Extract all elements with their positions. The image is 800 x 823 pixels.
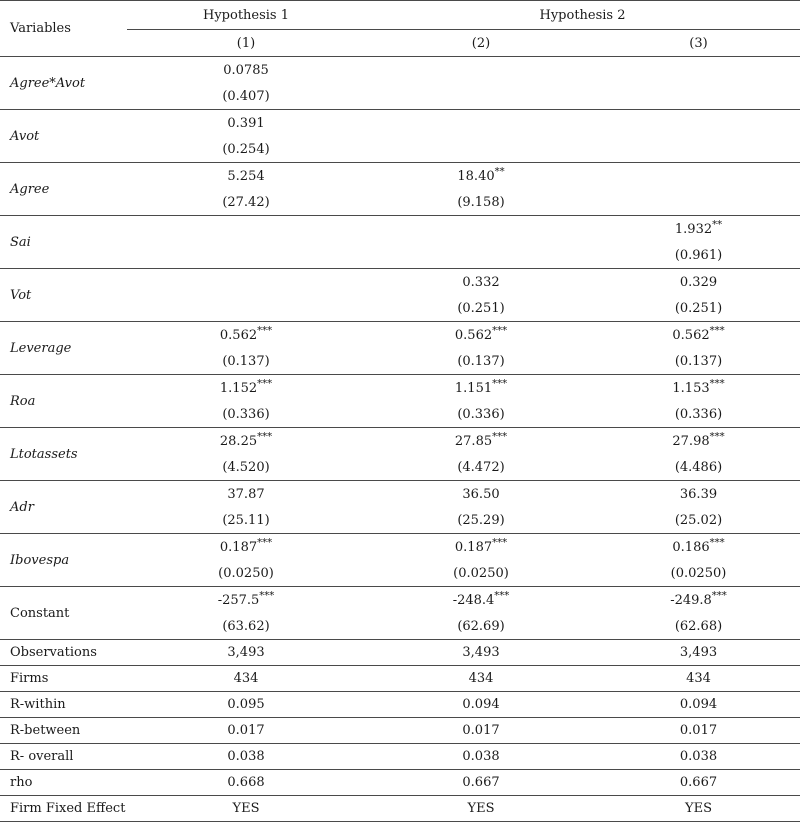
std-error-cell: (0.254): [127, 136, 365, 163]
statistic-name: R-within: [0, 692, 127, 718]
std-error-cell: (0.0250): [127, 560, 365, 587]
coefficient-cell: [127, 534, 365, 561]
std-error-cell: (25.11): [127, 507, 365, 534]
std-error-cell: (27.42): [127, 189, 365, 216]
statistic-value: 0.017: [365, 718, 597, 744]
statistic-value: 3,493: [127, 640, 365, 666]
statistic-value: 0.017: [597, 718, 800, 744]
statistic-name: R- overall: [0, 744, 127, 770]
coefficient-cell: [127, 428, 365, 455]
statistic-value: 0.668: [127, 770, 365, 796]
variables-header: Variables: [0, 1, 127, 57]
coefficient-cell: [365, 481, 597, 508]
coefficient-cell: [597, 481, 800, 508]
significance-stars: ***: [492, 378, 508, 390]
coefficient-cell: [127, 216, 365, 243]
significance-stars: ***: [257, 431, 273, 443]
variable-name: Adr: [0, 481, 127, 534]
coefficient-cell: [365, 534, 597, 561]
std-error-cell: (0.336): [365, 401, 597, 428]
coefficient-value: 0.391: [227, 115, 265, 131]
std-error-cell: (0.336): [597, 401, 800, 428]
statistic-value: 3,493: [597, 640, 800, 666]
coefficient-value: 28.25: [219, 433, 258, 449]
coefficient-value: 1.153: [672, 380, 710, 396]
coefficient-value: -257.5: [217, 592, 260, 608]
coefficient-value: 0.187: [454, 539, 493, 555]
std-error-cell: (4.472): [365, 454, 597, 481]
coefficient-cell: [597, 163, 800, 190]
coef-row: [0, 322, 800, 349]
coefficient-value: 0.329: [679, 274, 718, 290]
coef-row: [0, 110, 800, 137]
coefficient-cell: [127, 587, 365, 614]
coefficient-cell: [127, 481, 365, 508]
statistic-value: 0.038: [127, 744, 365, 770]
coefficient-cell: [597, 428, 800, 455]
std-error-cell: (9.158): [365, 189, 597, 216]
coefficient-value: 1.152: [219, 380, 258, 396]
coefficient-cell: [365, 428, 597, 455]
variable-name: Agree*Avot: [0, 57, 127, 110]
significance-stars: ***: [257, 325, 273, 337]
std-error-cell: (63.62): [127, 613, 365, 640]
coefficient-value: 27.85: [454, 433, 493, 449]
std-error-cell: (0.137): [365, 348, 597, 375]
statistic-value: 0.667: [597, 770, 800, 796]
statistic-value: 0.667: [365, 770, 597, 796]
std-error-cell: [365, 242, 597, 269]
statistic-value: 434: [597, 666, 800, 692]
coefficient-cell: [597, 216, 800, 243]
coefficient-value: 18.40: [457, 168, 495, 184]
statistic-row: [0, 770, 800, 796]
std-error-cell: (0.407): [127, 83, 365, 110]
coef-row: [0, 375, 800, 402]
coefficient-cell: [127, 110, 365, 137]
statistic-name: Firm Fixed Effect: [0, 796, 127, 822]
std-error-cell: (0.137): [127, 348, 365, 375]
coefficient-cell: [365, 163, 597, 190]
coefficient-value: 1.151: [454, 380, 493, 396]
coefficient-value: -249.8: [670, 592, 712, 608]
coefficient-cell: [365, 375, 597, 402]
statistic-value: 434: [365, 666, 597, 692]
statistic-value: 3,493: [365, 640, 597, 666]
statistic-value: 0.038: [365, 744, 597, 770]
coefficient-cell: [597, 322, 800, 349]
std-error-cell: [597, 83, 800, 110]
significance-stars: ***: [709, 378, 725, 390]
coef-row: [0, 163, 800, 190]
variable-name: Constant: [0, 587, 127, 640]
column-3-header: (3): [689, 35, 708, 51]
significance-stars: ***: [257, 378, 273, 390]
significance-stars: ***: [492, 537, 508, 549]
header-row-hypotheses: [0, 1, 800, 30]
variable-name: Ltotassets: [0, 428, 127, 481]
statistic-value: YES: [365, 796, 597, 822]
std-error-cell: (0.0250): [365, 560, 597, 587]
std-error-cell: [365, 136, 597, 163]
hypothesis2-header: Hypothesis 2: [365, 1, 800, 30]
variable-name: Ibovespa: [0, 534, 127, 587]
std-error-cell: (25.02): [597, 507, 800, 534]
coef-row: [0, 216, 800, 243]
table-body: [0, 1, 800, 822]
std-error-cell: (0.0250): [597, 560, 800, 587]
statistic-name: rho: [0, 770, 127, 796]
variable-name: Roa: [0, 375, 127, 428]
std-error-cell: (62.68): [597, 613, 800, 640]
coef-row: [0, 428, 800, 455]
significance-stars: ***: [709, 431, 725, 443]
std-error-cell: (25.29): [365, 507, 597, 534]
hypothesis1-header: Hypothesis 1: [127, 1, 365, 30]
std-error-cell: (0.251): [597, 295, 800, 322]
significance-stars: ***: [259, 590, 275, 602]
significance-stars: ***: [709, 325, 725, 337]
variable-name: Vot: [0, 269, 127, 322]
statistic-value: 0.094: [365, 692, 597, 718]
coefficient-value: 0.186: [672, 539, 710, 555]
variable-name: Sai: [0, 216, 127, 269]
statistic-name: R-between: [0, 718, 127, 744]
statistic-row: [0, 796, 800, 822]
coef-row: [0, 534, 800, 561]
std-error-cell: (0.961): [597, 242, 800, 269]
significance-stars: ***: [492, 325, 508, 337]
coefficient-value: 36.39: [679, 486, 718, 502]
significance-stars: ***: [494, 590, 510, 602]
coefficient-cell: [597, 57, 800, 84]
coefficient-value: 0.562: [454, 327, 493, 343]
coefficient-cell: [597, 110, 800, 137]
statistic-value: 434: [127, 666, 365, 692]
significance-stars: ***: [709, 537, 725, 549]
std-error-cell: [597, 136, 800, 163]
std-error-cell: (4.520): [127, 454, 365, 481]
significance-stars: **: [494, 166, 505, 178]
statistic-name: Firms: [0, 666, 127, 692]
coefficient-cell: [365, 587, 597, 614]
coefficient-cell: [127, 57, 365, 84]
std-error-cell: [127, 242, 365, 269]
coefficient-value: 0.332: [462, 274, 500, 290]
std-error-cell: [127, 295, 365, 322]
statistic-row: [0, 744, 800, 770]
statistic-row: [0, 640, 800, 666]
std-error-cell: [597, 189, 800, 216]
column-1-header: (1): [236, 35, 256, 51]
significance-stars: **: [712, 219, 723, 231]
coefficient-value: -248.4: [452, 592, 495, 608]
std-error-cell: (0.251): [365, 295, 597, 322]
variable-name: Leverage: [0, 322, 127, 375]
std-error-cell: (62.69): [365, 613, 597, 640]
coefficient-cell: [127, 163, 365, 190]
statistic-value: 0.017: [127, 718, 365, 744]
statistic-value: 0.095: [127, 692, 365, 718]
coefficient-cell: [365, 57, 597, 84]
coefficient-value: 27.98: [672, 433, 710, 449]
coefficient-cell: [365, 269, 597, 296]
coefficient-cell: [597, 269, 800, 296]
coefficient-value: 0.562: [672, 327, 710, 343]
coefficient-value: 0.562: [219, 327, 258, 343]
statistic-value: 0.038: [597, 744, 800, 770]
coefficient-cell: [365, 110, 597, 137]
coefficient-value: 0.0785: [223, 62, 269, 78]
statistic-row: [0, 666, 800, 692]
variable-name: Agree: [0, 163, 127, 216]
std-error-cell: [365, 83, 597, 110]
statistic-name: Observations: [0, 640, 127, 666]
significance-stars: ***: [257, 537, 273, 549]
variable-name: Avot: [0, 110, 127, 163]
coefficient-cell: [597, 534, 800, 561]
statistic-row: [0, 718, 800, 744]
std-error-cell: (4.486): [597, 454, 800, 481]
coefficient-cell: [597, 587, 800, 614]
coefficient-cell: [127, 269, 365, 296]
coef-row: [0, 481, 800, 508]
statistic-value: 0.094: [597, 692, 800, 718]
statistic-value: YES: [127, 796, 365, 822]
coefficient-cell: [127, 375, 365, 402]
statistic-row: [0, 692, 800, 718]
coefficient-value: 36.50: [462, 486, 500, 502]
coef-row: [0, 269, 800, 296]
coefficient-cell: [127, 322, 365, 349]
column-2-header: (2): [471, 35, 491, 51]
coefficient-cell: [365, 322, 597, 349]
coefficient-cell: [597, 375, 800, 402]
coefficient-value: 0.187: [219, 539, 258, 555]
significance-stars: ***: [711, 590, 727, 602]
significance-stars: ***: [492, 431, 508, 443]
coefficient-cell: [365, 216, 597, 243]
coefficient-value: 1.932: [674, 221, 713, 237]
coefficient-value: 5.254: [227, 168, 265, 184]
std-error-cell: (0.137): [597, 348, 800, 375]
statistic-value: YES: [597, 796, 800, 822]
coef-row: [0, 587, 800, 614]
coefficient-value: 37.87: [227, 486, 265, 502]
std-error-cell: (0.336): [127, 401, 365, 428]
coef-row: [0, 57, 800, 84]
